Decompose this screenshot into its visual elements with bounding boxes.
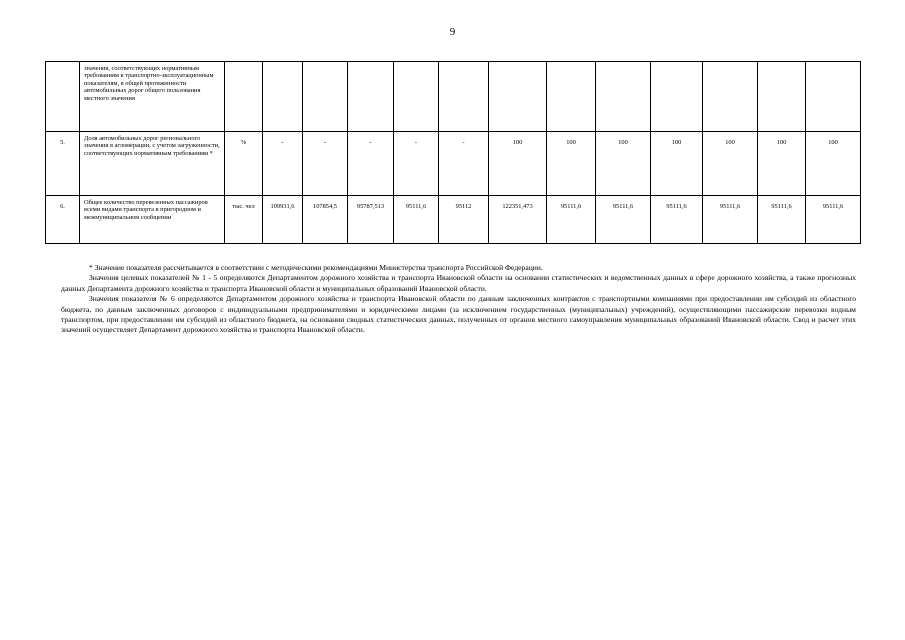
notes [61,263,856,336]
row-unit [225,62,263,132]
row-value: 95787,513 [348,196,394,244]
table-row [46,196,861,244]
indicators-table [45,61,861,244]
table-row [46,62,861,132]
row-index: 6. [46,196,80,244]
row-value: 100 [651,132,703,196]
row-value: 95111,6 [651,196,703,244]
row-unit: тыс. чел [225,196,263,244]
row-description: значения, соответствующих нормативным требованиям к транспортно-эксплуатационным показателям, в общей протяженности автомобильных дорог общего пользования местного значения [80,62,225,132]
row-value: 100 [806,132,861,196]
note-paragraph: * Значение показателя рассчитывается в соответствии с методическими рекомендациями Министерства транспорта Российской Федерации. [89,263,543,272]
row-value: 100 [596,132,651,196]
row-value [303,62,348,132]
row-value: 100 [489,132,547,196]
row-value [348,62,394,132]
row-value [806,62,861,132]
row-index: 5. [46,132,80,196]
table-row [46,132,861,196]
row-description: Общее количество перевезенных пассажиров всеми видами транспорта в пригородном и межмуниципальном сообщении [80,196,225,244]
row-value [758,62,806,132]
row-value: 100 [547,132,596,196]
page-number: 9 [449,26,456,38]
row-value: 122351,473 [489,196,547,244]
row-value: 100 [703,132,758,196]
row-value: 95111,6 [394,196,439,244]
note-paragraph: Значения показателя № 6 определяются Департаментом дорожного хозяйства и транспорта Ивановской области по данным заключенных контрактов с транспортными компаниями при предоставлении им субсидий из областного бюджета, по данным заключенных договоров с индивидуальными предпринимателями и юридическими лицами (за исключением государственных (муниципальных) учреждений), осуществляющими пассажирские перевозки водным транспортом, при предоставлении им субсидий из областного бюджета, на основании сводных статистических данных, полученных от органов местного самоуправления муниципальных образований Ивановской области. Свод и расчет этих значений осуществляет Департамент дорожного хозяйства и транспорта Ивановской области. [61,294,856,335]
row-value [394,62,439,132]
row-value: 109931,6 [263,196,303,244]
row-value: 100 [758,132,806,196]
row-index [46,62,80,132]
row-value [547,62,596,132]
row-value: 95112 [439,196,489,244]
row-value: - [394,132,439,196]
row-value: 107854,5 [303,196,348,244]
row-value [489,62,547,132]
row-value [703,62,758,132]
row-value [439,62,489,132]
row-value [651,62,703,132]
row-value: - [439,132,489,196]
note-paragraph: Значения целевых показателей № 1 - 5 определяются Департаментом дорожного хозяйства и транспорта Ивановской области на основании статистических и ведомственных данных в сфере дорожного хозяйства, а также прогнозных данных Департамента дорожного хозяйства и транспорта Ивановской области и муниципальных образований Ивановской области. [61,273,856,293]
row-value: 95111,6 [806,196,861,244]
row-value: - [303,132,348,196]
row-value: - [348,132,394,196]
row-value: 95111,6 [547,196,596,244]
row-value: 95111,6 [703,196,758,244]
row-unit: % [225,132,263,196]
row-value [596,62,651,132]
row-value [263,62,303,132]
row-value: - [263,132,303,196]
row-value: 95111,6 [758,196,806,244]
row-description: Доля автомобильных дорог регионального значения в агломерации, с учетом загруженности, соответствующих нормативным требованиям * [80,132,225,196]
row-value: 95111,6 [596,196,651,244]
